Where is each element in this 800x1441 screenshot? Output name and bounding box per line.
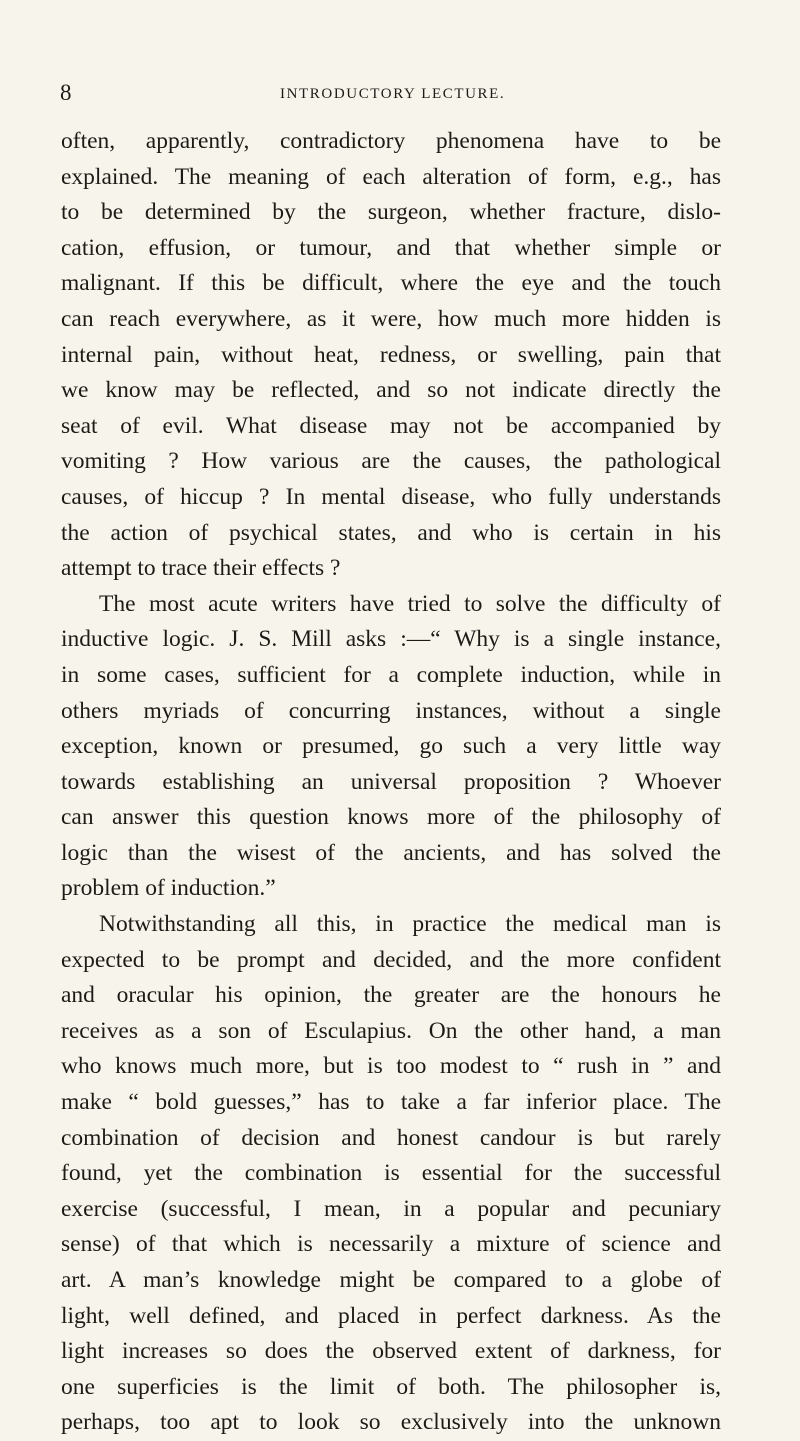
text-line: combination of decision and honest candour is but rarely	[61, 1124, 721, 1151]
text-line: internal pain, without heat, redness, or swelling, pain that	[61, 341, 721, 368]
text-line: cation, effusion, or tumour, and that whether simple or	[61, 234, 721, 261]
text-line: to be determined by the surgeon, whether fracture, dislo-	[61, 199, 721, 226]
text-line: can answer this question knows more of the philosophy of	[61, 804, 721, 831]
text-line: can reach everywhere, as it were, how much more hidden is	[61, 305, 721, 332]
text-line: exception, known or presumed, go such a very little way	[61, 733, 721, 760]
text-line: expected to be prompt and decided, and the more confident	[61, 946, 721, 973]
running-head: INTRODUCTORY LECTURE.	[280, 86, 506, 102]
text-line: and oracular his opinion, the greater are the honours he	[61, 982, 721, 1009]
text-line: towards establishing an universal proposition ? Whoever	[61, 768, 721, 795]
text-line: causes, of hiccup ? In mental disease, who fully understands	[61, 483, 721, 510]
text-line: who knows much more, but is too modest to “ rush in ” and	[61, 1053, 721, 1080]
text-line: vomiting ? How various are the causes, the pathological	[61, 448, 721, 475]
text-line: light increases so does the observed extent of darkness, for	[61, 1338, 721, 1365]
text-line: receives as a son of Esculapius. On the other hand, a man	[61, 1017, 721, 1044]
text-line: inductive logic. J. S. Mill asks :—“ Why is a single instance,	[61, 626, 721, 653]
text-line: often, apparently, contradictory phenomena have to be	[61, 128, 721, 154]
paragraph-end-line: attempt to trace their effects ?	[61, 555, 341, 582]
page-number: 8	[60, 80, 72, 105]
text-line: in some cases, sufficient for a complete induction, while in	[61, 661, 721, 688]
text-line: light, well defined, and placed in perfect darkness. As the	[61, 1302, 721, 1329]
text-line: logic than the wisest of the ancients, and has solved the	[61, 839, 721, 866]
paragraph-first-line: The most acute writers have tried to solve the difficulty of	[99, 590, 721, 617]
paragraph-end-line: problem of induction.”	[61, 875, 276, 902]
paragraph-first-line: Notwithstanding all this, in practice the medical man is	[99, 911, 721, 938]
body-text	[61, 124, 721, 1441]
page-header	[60, 78, 720, 108]
text-line: seat of evil. What disease may not be accompanied by	[61, 412, 721, 439]
text-line: make “ bold guesses,” has to take a far inferior place. The	[61, 1089, 721, 1116]
text-line: we know may be reflected, and so not indicate directly the	[61, 377, 721, 404]
text-line: the action of psychical states, and who is certain in his	[61, 519, 721, 546]
text-line: malignant. If this be difficult, where the eye and the touch	[61, 270, 721, 297]
text-line: art. A man’s knowledge might be compared to a globe of	[61, 1267, 721, 1293]
text-line: sense) of that which is necessarily a mixture of science and	[61, 1231, 721, 1258]
text-line: explained. The meaning of each alteration of form, e.g., has	[61, 163, 721, 190]
text-line: others myriads of concurring instances, without a single	[61, 697, 721, 724]
text-line: perhaps, too apt to look so exclusively into the unknown	[61, 1409, 721, 1436]
text-line: exercise (successful, I mean, in a popular and pecuniary	[61, 1195, 721, 1222]
text-line: found, yet the combination is essential for the successful	[61, 1160, 721, 1187]
text-line: one superficies is the limit of both. The philosopher is,	[61, 1373, 721, 1400]
